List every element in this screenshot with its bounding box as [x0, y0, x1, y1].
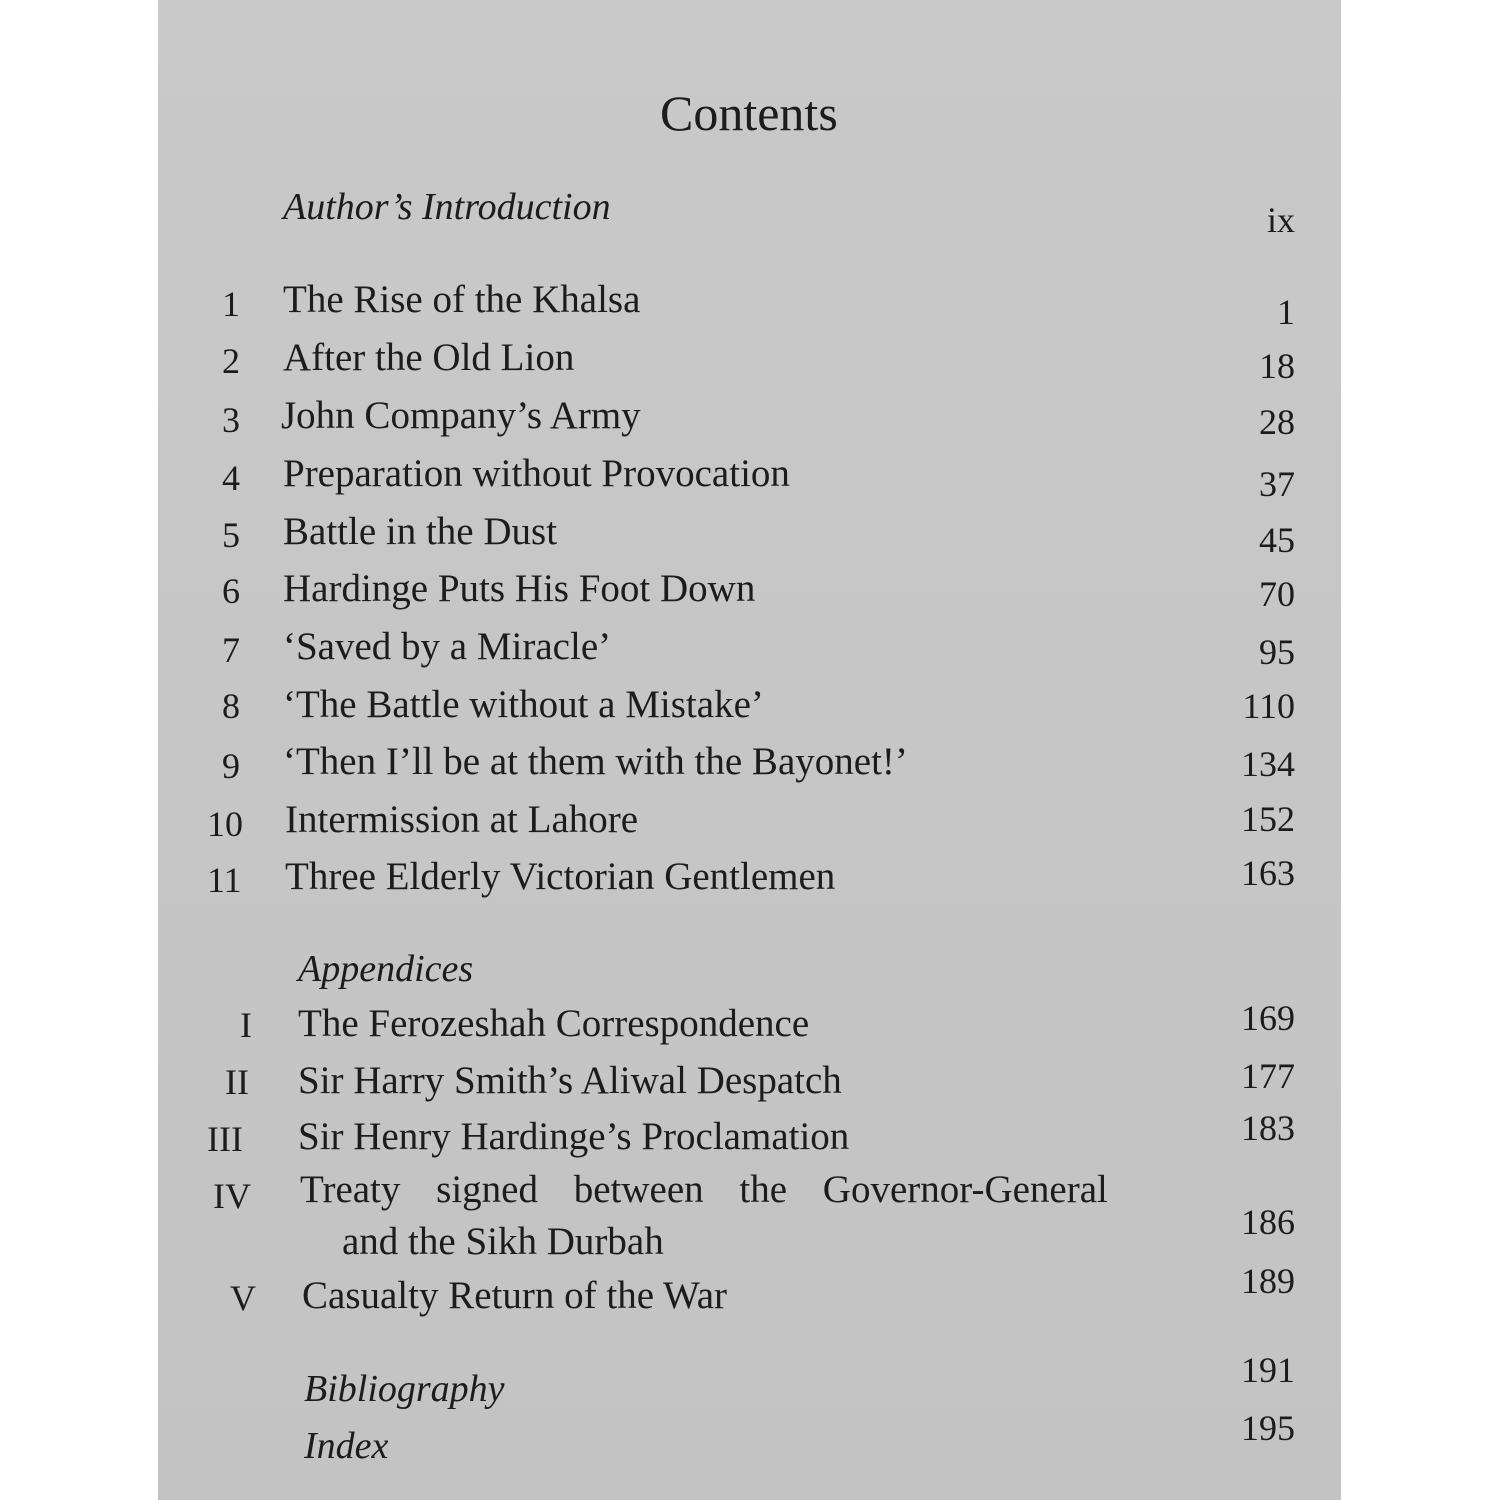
chapter-title: Battle in the Dust	[283, 510, 558, 553]
appendix-number: IV	[213, 1176, 251, 1216]
chapter-number: 4	[222, 458, 240, 498]
chapter-title: ‘Then I’ll be at them with the Bayonet!’	[283, 740, 908, 783]
appendix-page: 189	[1241, 1261, 1295, 1301]
chapter-title: Three Elderly Victorian Gentlemen	[285, 855, 836, 898]
appendix-page: 183	[1241, 1108, 1295, 1148]
bibliography-page: 191	[1241, 1350, 1295, 1390]
chapter-title: After the Old Lion	[283, 336, 575, 379]
chapter-page: 18	[1259, 346, 1295, 386]
chapter-title: Preparation without Provocation	[283, 452, 790, 495]
introduction-label: Author’s Introduction	[283, 186, 611, 228]
chapter-page: 163	[1241, 853, 1295, 893]
chapter-page: 95	[1259, 632, 1295, 672]
chapter-number: 1	[222, 284, 240, 324]
introduction-page: ix	[1266, 200, 1295, 240]
appendix-title-continued: and the Sikh Durbah	[342, 1220, 664, 1263]
appendix-number: V	[230, 1278, 256, 1318]
appendix-number: I	[240, 1005, 252, 1045]
appendix-page: 186	[1241, 1202, 1295, 1242]
chapter-number: 6	[222, 571, 240, 611]
chapter-number: 7	[222, 630, 240, 670]
appendix-page: 169	[1241, 998, 1295, 1038]
chapter-number: 10	[207, 804, 243, 844]
appendix-title: Sir Harry Smith’s Aliwal Despatch	[298, 1059, 842, 1102]
appendices-heading: Appendices	[298, 948, 474, 990]
chapter-number: 2	[222, 341, 240, 381]
chapter-title: ‘The Battle without a Mistake’	[283, 683, 764, 726]
index-page: 195	[1241, 1408, 1295, 1448]
chapter-page: 45	[1259, 520, 1295, 560]
chapter-title: Hardinge Puts His Foot Down	[283, 567, 756, 610]
chapter-page: 1	[1277, 292, 1295, 332]
page-title: Contents	[660, 85, 838, 141]
chapter-page: 28	[1259, 402, 1295, 442]
chapter-title: John Company’s Army	[281, 394, 641, 437]
chapter-page: 110	[1242, 686, 1295, 726]
chapter-page: 70	[1259, 574, 1295, 614]
chapter-page: 134	[1241, 744, 1295, 784]
chapter-number: 8	[222, 686, 240, 726]
bibliography-label: Bibliography	[304, 1368, 505, 1410]
appendix-title: The Ferozeshah Correspondence	[298, 1002, 810, 1045]
appendix-title: Treaty signed between the Governor-General	[300, 1168, 1108, 1211]
appendix-title: Sir Henry Hardinge’s Proclamation	[298, 1115, 850, 1158]
appendix-title: Casualty Return of the War	[302, 1274, 728, 1317]
chapter-number: 11	[207, 860, 242, 900]
chapter-number: 5	[222, 515, 240, 555]
chapter-title: The Rise of the Khalsa	[283, 278, 641, 321]
appendix-number: III	[207, 1119, 243, 1159]
chapter-page: 152	[1241, 799, 1295, 839]
chapter-number: 3	[222, 400, 240, 440]
index-label: Index	[304, 1425, 389, 1467]
appendix-page: 177	[1241, 1056, 1295, 1096]
chapter-title: ‘Saved by a Miracle’	[283, 625, 612, 668]
chapter-page: 37	[1259, 464, 1295, 504]
chapter-number: 9	[222, 746, 240, 786]
chapter-title: Intermission at Lahore	[285, 798, 639, 841]
appendix-number: II	[225, 1062, 249, 1102]
